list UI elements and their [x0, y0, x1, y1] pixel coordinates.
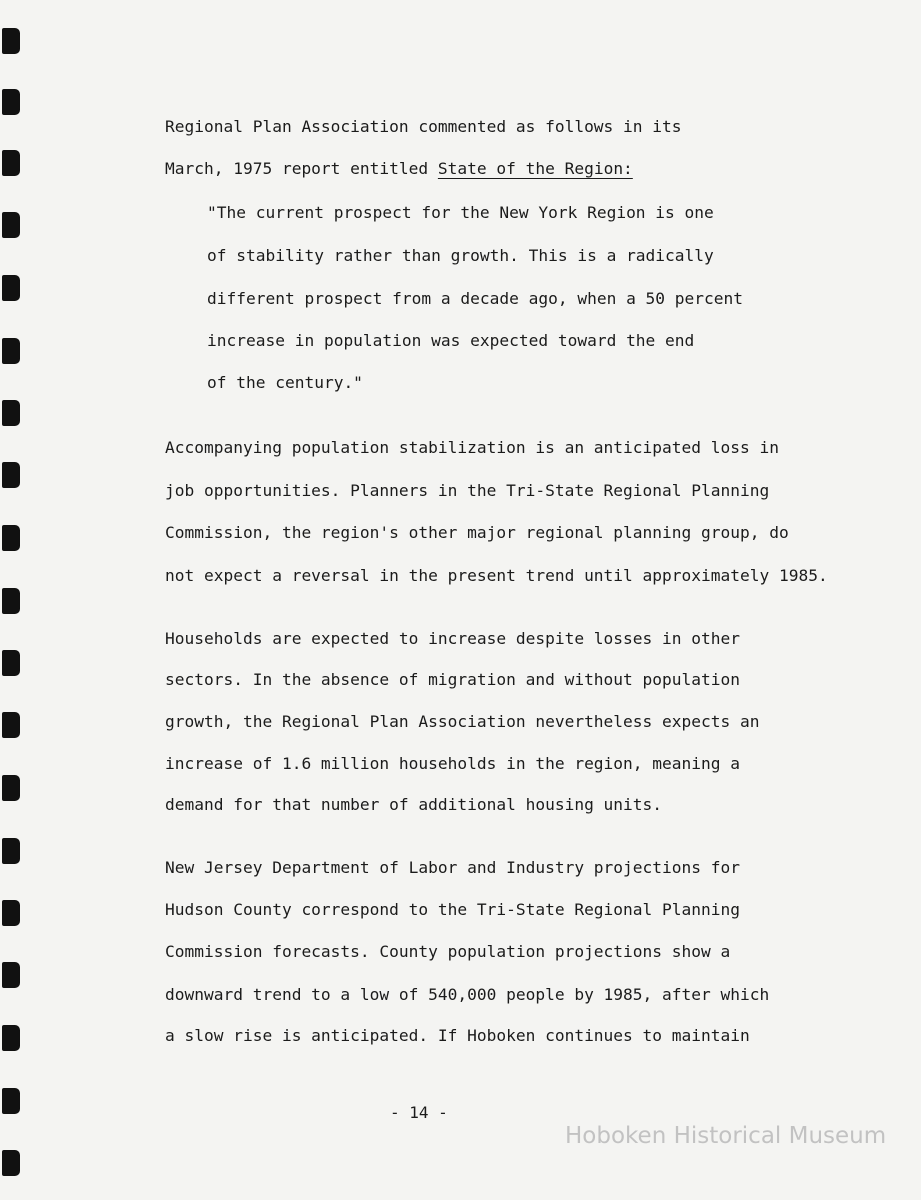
paragraph-2-line: Accompanying population stabilization is an anticipated loss in	[165, 438, 779, 457]
paragraph-2-line: not expect a reversal in the present trend until approximately 1985.	[165, 566, 828, 585]
report-title: State of the Region:	[437, 159, 633, 178]
museum-watermark: Hoboken Historical Museum	[565, 1123, 887, 1149]
paragraph-2-line: job opportunities. Planners in the Tri-State Regional Planning	[165, 481, 770, 500]
paragraph-3-line: Households are expected to increase despite losses in other	[165, 629, 740, 648]
page-number: - 14 -	[390, 1103, 448, 1122]
binding-hole	[2, 775, 20, 801]
quote-line: of the century."	[207, 373, 363, 392]
binding-hole	[2, 212, 20, 238]
paragraph-4-line: downward trend to a low of 540,000 people by 1985, after which	[165, 985, 770, 1004]
binding-hole	[2, 525, 20, 551]
binding-hole	[2, 338, 20, 364]
paragraph-1-line: Regional Plan Association commented as follows in its	[165, 117, 682, 136]
paragraph-3-line: increase of 1.6 million households in the region, meaning a	[165, 754, 740, 773]
quote-line: "The current prospect for the New York Region is one	[207, 203, 714, 222]
binding-hole	[2, 89, 20, 115]
binding-hole	[2, 1150, 20, 1176]
binding-hole	[2, 1025, 20, 1051]
binding-hole	[2, 150, 20, 176]
paragraph-4-line: New Jersey Department of Labor and Industry projections for	[165, 858, 740, 877]
spiral-binding	[0, 0, 30, 1200]
paragraph-1-line	[165, 159, 633, 178]
binding-hole	[2, 962, 20, 988]
binding-hole	[2, 900, 20, 926]
quote-line: increase in population was expected toward the end	[207, 331, 695, 350]
quote-line: different prospect from a decade ago, when a 50 percent	[207, 289, 744, 308]
binding-hole	[2, 28, 20, 54]
paragraph-3-line: sectors. In the absence of migration and without population	[165, 670, 740, 689]
paragraph-3-line: growth, the Regional Plan Association nevertheless expects an	[165, 712, 760, 731]
binding-hole	[2, 650, 20, 676]
binding-hole	[2, 275, 20, 301]
paragraph-4-line: Commission forecasts. County population projections show a	[165, 942, 731, 961]
binding-hole	[2, 1088, 20, 1114]
paragraph-4-line: a slow rise is anticipated. If Hoboken continues to maintain	[165, 1026, 750, 1045]
paragraph-4-line: Hudson County correspond to the Tri-State Regional Planning	[165, 900, 740, 919]
quote-line: of stability rather than growth. This is a radically	[207, 246, 714, 265]
paragraph-3-line: demand for that number of additional housing units.	[165, 795, 663, 814]
binding-hole	[2, 712, 20, 738]
intro-text: March, 1975 report entitled	[165, 159, 438, 178]
binding-hole	[2, 462, 20, 488]
paragraph-2-line: Commission, the region's other major regional planning group, do	[165, 523, 789, 542]
binding-hole	[2, 838, 20, 864]
binding-hole	[2, 588, 20, 614]
binding-hole	[2, 400, 20, 426]
